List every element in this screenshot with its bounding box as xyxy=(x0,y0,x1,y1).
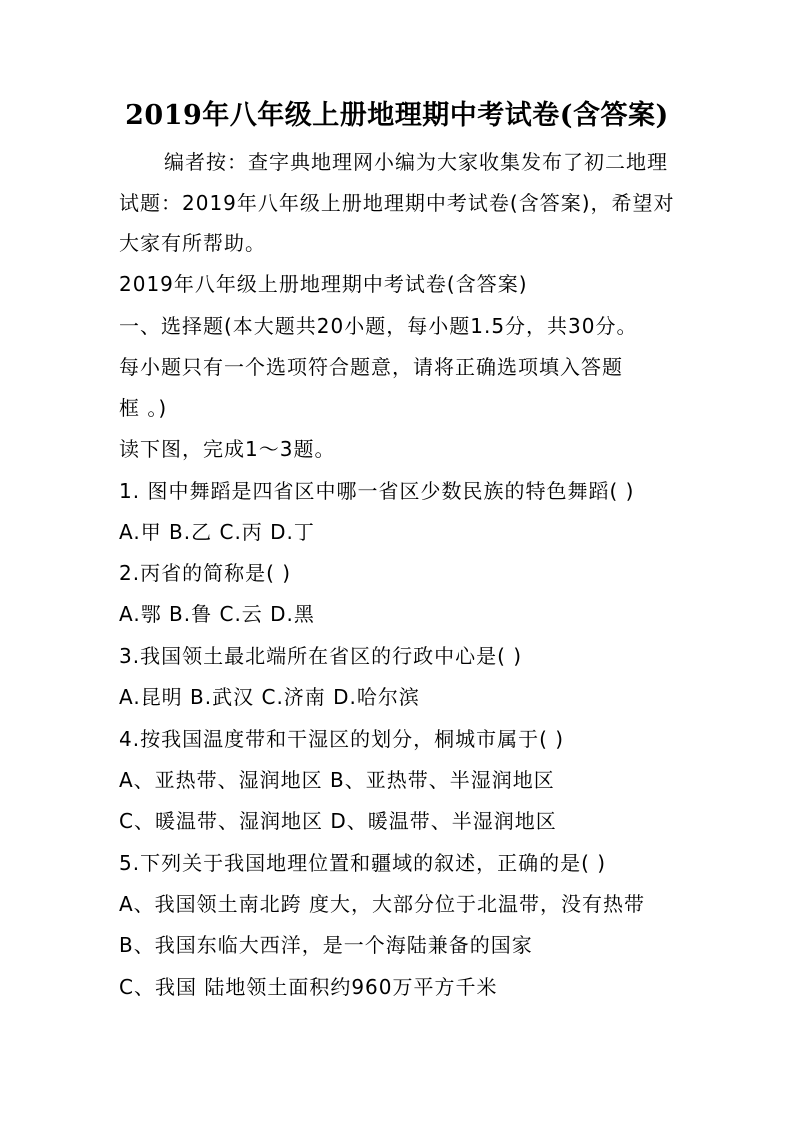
section-heading: 框 。) xyxy=(119,396,168,420)
answer-options: A、亚热带、湿润地区 B、亚热带、半湿润地区 xyxy=(119,768,555,792)
instruction-line: 读下图，完成1～3题。 xyxy=(119,437,336,461)
section-heading: 每小题只有一个选项符合题意，请将正确选项填入答题 xyxy=(119,355,623,379)
document-title: 2019年八年级上册地理期中考试卷(含答案) xyxy=(125,100,669,131)
question-line: 1. 图中舞蹈是四省区中哪一省区少数民族的特色舞蹈( ) xyxy=(119,479,635,503)
paragraph-line: 试题：2019年八年级上册地理期中考试卷(含答案)，希望对 xyxy=(119,191,675,215)
answer-options: C、暖温带、湿润地区 D、暖温带、半湿润地区 xyxy=(119,809,557,833)
answer-options: A.甲 B.乙 C.丙 D.丁 xyxy=(119,520,315,544)
question-line: 2.丙省的简称是( ) xyxy=(119,561,292,585)
answer-options: A.鄂 B.鲁 C.云 D.黑 xyxy=(119,602,315,626)
paragraph-line: 编者按：查字典地理网小编为大家收集发布了初二地理 xyxy=(164,150,668,174)
question-line: 3.我国领土最北端所在省区的行政中心是( ) xyxy=(119,644,523,668)
section-heading: 一、选择题(本大题共20小题，每小题1.5分，共30分。 xyxy=(119,314,638,338)
question-line: 5.下列关于我国地理位置和疆域的叙述，正确的是( ) xyxy=(119,851,607,875)
answer-option-c: C、我国 陆地领土面积约960万平方千米 xyxy=(119,975,498,999)
answer-option-a: A、我国领土南北跨 度大，大部分位于北温带，没有热带 xyxy=(119,892,646,916)
paragraph-line: 大家有所帮助。 xyxy=(119,231,266,255)
answer-option-b: B、我国东临大西洋，是一个海陆兼备的国家 xyxy=(119,933,533,957)
answer-options: A.昆明 B.武汉 C.济南 D.哈尔滨 xyxy=(119,685,420,709)
question-line: 4.按我国温度带和干湿区的划分，桐城市属于( ) xyxy=(119,727,565,751)
subtitle-line: 2019年八年级上册地理期中考试卷(含答案) xyxy=(119,272,528,296)
